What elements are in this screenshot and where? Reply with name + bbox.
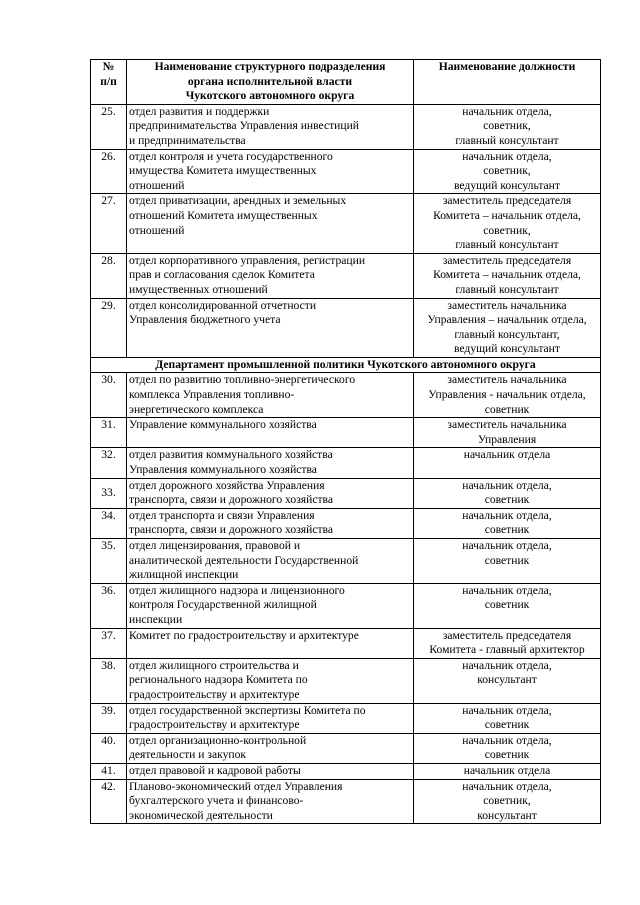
position-line: заместитель начальника [447, 298, 567, 312]
row-number: 26. [91, 149, 127, 194]
unit-name-line: отдел лицензирования, правовой и [129, 539, 301, 552]
table-row [91, 253, 601, 298]
position-title [414, 478, 601, 508]
unit-name-line: прав и согласования сделок Комитета [129, 268, 315, 282]
unit-name [127, 373, 414, 418]
table-row [91, 763, 601, 779]
position-line: советник, [483, 119, 531, 133]
header-unit: Наименование структурного подразделения органа исполнительной власти Чукотского автономного округа [127, 60, 414, 105]
unit-name-line: отдел по развитию топливно-энергетического [129, 373, 356, 387]
unit-name-line: транспорта, связи и дорожного хозяйства [129, 523, 334, 537]
position-line: советник, [483, 223, 531, 237]
unit-name [127, 703, 414, 733]
unit-name-line: аналитической деятельности Государственной [129, 553, 359, 567]
position-line: советник [484, 523, 530, 537]
position-line: начальник отдела, [462, 478, 552, 492]
position-title [414, 763, 601, 779]
position-line: консультант [477, 808, 537, 822]
position-title [414, 583, 601, 628]
row-number: 35. [91, 539, 127, 584]
unit-name-line: бухгалтерского учета и финансово- [129, 794, 304, 808]
position-line: начальник отдела, [462, 733, 552, 747]
unit-name-line: отдел развития коммунального хозяйства [129, 448, 333, 462]
position-title [414, 539, 601, 584]
table-row [91, 703, 601, 733]
section-title: Департамент промышленной политики Чукотского автономного округа [91, 357, 601, 373]
unit-name-line: отношений [129, 223, 185, 237]
section-body [91, 357, 601, 373]
row-number: 33. [91, 478, 127, 508]
table-row [91, 508, 601, 538]
unit-name-line: отдел организационно-контрольной [129, 733, 307, 747]
position-line: советник, [483, 164, 531, 178]
position-line: Комитета – начальник отдела, [433, 268, 581, 282]
unit-name [127, 733, 414, 763]
position-line: ведущий консультант [454, 342, 560, 356]
position-title [414, 628, 601, 658]
row-number: 39. [91, 703, 127, 733]
row-number: 41. [91, 763, 127, 779]
table-row [91, 658, 601, 703]
table-row [91, 583, 601, 628]
position-line: заместитель председателя [442, 253, 572, 267]
position-line: начальник отдела, [462, 508, 552, 522]
position-title [414, 508, 601, 538]
unit-name-line: контроля Государственной жилищной [129, 598, 317, 612]
position-line: заместитель председателя [442, 194, 572, 208]
unit-name-line: инспекции [129, 612, 183, 626]
row-number: 42. [91, 779, 127, 824]
row-number: 29. [91, 298, 127, 357]
position-line: советник [484, 402, 530, 416]
unit-name-line: Управления коммунального хозяйства [129, 463, 317, 477]
unit-name-line: отдел контроля и учета государственного [129, 149, 333, 163]
unit-name [127, 194, 414, 253]
unit-name-line: Комитет по градостроительству и архитектуре [129, 628, 359, 642]
row-number: 31. [91, 418, 127, 448]
position-title [414, 298, 601, 357]
position-line: Управления [477, 432, 537, 446]
table-row [91, 733, 601, 763]
unit-name [127, 298, 414, 357]
position-line: Управления – начальник отдела, [427, 313, 587, 327]
row-number: 27. [91, 194, 127, 253]
position-line: Комитета – начальник отдела, [433, 208, 581, 222]
unit-name [127, 149, 414, 194]
table-body-1 [91, 104, 601, 357]
position-title [414, 149, 601, 194]
unit-name-line: отдел развития и поддержки [129, 104, 270, 118]
position-line: советник [484, 553, 530, 567]
unit-name-line: деятельности и закупок [129, 748, 246, 762]
position-title [414, 194, 601, 253]
row-number: 37. [91, 628, 127, 658]
unit-name-line: энергетического комплекса [129, 402, 264, 416]
unit-name-line: отдел транспорта и связи Управления [129, 508, 315, 522]
position-title [414, 373, 601, 418]
unit-name [127, 253, 414, 298]
unit-name [127, 779, 414, 824]
unit-name-line: отношений Комитета имущественных [129, 208, 318, 222]
table-row [91, 628, 601, 658]
unit-name [127, 104, 414, 149]
unit-name-line: Управление коммунального хозяйства [129, 418, 317, 432]
unit-name-line: комплекса Управления топливно- [129, 388, 295, 402]
row-number: 34. [91, 508, 127, 538]
position-line: заместитель председателя [442, 628, 572, 642]
unit-name-line: имущества Комитета имущественных [129, 164, 317, 178]
unit-name-line: градостроительству и архитектуре [129, 718, 300, 732]
position-line: главный консультант [455, 238, 559, 252]
position-line: советник, [483, 794, 531, 808]
unit-name [127, 763, 414, 779]
header-num: № п/п [91, 60, 127, 105]
row-number: 25. [91, 104, 127, 149]
row-number: 40. [91, 733, 127, 763]
unit-name-line: градостроительству и архитектуре [129, 687, 300, 701]
position-title [414, 703, 601, 733]
position-line: заместитель начальника [447, 373, 567, 387]
unit-name-line: жилищной инспекции [129, 568, 239, 582]
unit-name-line: имущественных отношений [129, 282, 268, 296]
unit-name [127, 658, 414, 703]
table-row [91, 779, 601, 824]
unit-name-line: транспорта, связи и дорожного хозяйства [129, 493, 334, 507]
position-line: начальник отдела, [462, 658, 552, 672]
unit-name-line: и предпринимательства [129, 133, 246, 147]
unit-name-line: отдел приватизации, арендных и земельных [129, 194, 347, 208]
position-line: советник [484, 598, 530, 612]
unit-name-line: отдел государственной экспертизы Комитета по [129, 703, 366, 717]
position-title [414, 418, 601, 448]
unit-name-line: отдел корпоративного управления, регистрации [129, 253, 366, 267]
position-line: Комитета - главный архитектор [429, 643, 585, 657]
position-line: начальник отдела, [462, 583, 552, 597]
position-line: советник [484, 748, 530, 762]
position-line: главный консультант [455, 282, 559, 296]
unit-name-line: экономической деятельности [129, 808, 273, 822]
unit-name [127, 583, 414, 628]
row-number: 30. [91, 373, 127, 418]
position-line: консультант [477, 673, 537, 687]
table-header-row [91, 60, 601, 105]
table-row [91, 539, 601, 584]
position-line: начальник отдела, [462, 539, 552, 552]
table-row [91, 104, 601, 149]
row-number: 32. [91, 448, 127, 478]
row-number: 38. [91, 658, 127, 703]
unit-name-line: отдел правовой и кадровой работы [129, 763, 301, 777]
section-row [91, 357, 601, 373]
unit-name-line: отношений [129, 178, 185, 192]
position-line: главный консультант, [454, 327, 560, 341]
position-line: советник [484, 718, 530, 732]
table-row [91, 448, 601, 478]
table-body-2 [91, 373, 601, 824]
position-line: Управления - начальник отдела, [428, 388, 586, 402]
table-row [91, 149, 601, 194]
unit-name-line: отдел жилищного надзора и лицензионного [129, 583, 345, 597]
unit-name [127, 478, 414, 508]
position-line: начальник отдела, [462, 104, 552, 118]
position-line: советник [484, 493, 530, 507]
unit-name-line: отдел дорожного хозяйства Управления [129, 478, 325, 492]
position-title [414, 448, 601, 478]
position-line: ведущий консультант [454, 178, 560, 192]
position-title [414, 733, 601, 763]
position-title [414, 253, 601, 298]
position-title [414, 658, 601, 703]
position-line: начальник отдела [463, 448, 551, 462]
unit-name-line: предпринимательства Управления инвестиций [129, 119, 359, 133]
position-title [414, 779, 601, 824]
header-position: Наименование должности [414, 60, 601, 105]
unit-name [127, 539, 414, 584]
table-row [91, 373, 601, 418]
table-row [91, 194, 601, 253]
unit-name [127, 448, 414, 478]
table-row [91, 478, 601, 508]
table-row [91, 418, 601, 448]
unit-name-line: отдел жилищного строительства и [129, 658, 299, 672]
position-line: заместитель начальника [447, 418, 567, 432]
position-line: начальник отдела, [462, 149, 552, 163]
position-title [414, 104, 601, 149]
table-row [91, 298, 601, 357]
position-line: начальник отдела, [462, 703, 552, 717]
row-number: 36. [91, 583, 127, 628]
unit-name [127, 628, 414, 658]
position-line: начальник отдела, [462, 779, 552, 793]
unit-name-line: Управления бюджетного учета [129, 313, 281, 327]
unit-name-line: регионального надзора Комитета по [129, 673, 308, 687]
unit-name [127, 508, 414, 538]
position-line: начальник отдела [463, 763, 551, 777]
position-line: главный консультант [455, 133, 559, 147]
row-number: 28. [91, 253, 127, 298]
positions-table [90, 59, 601, 824]
unit-name [127, 418, 414, 448]
unit-name-line: Планово-экономический отдел Управления [129, 779, 343, 793]
unit-name-line: отдел консолидированной отчетности [129, 298, 317, 312]
